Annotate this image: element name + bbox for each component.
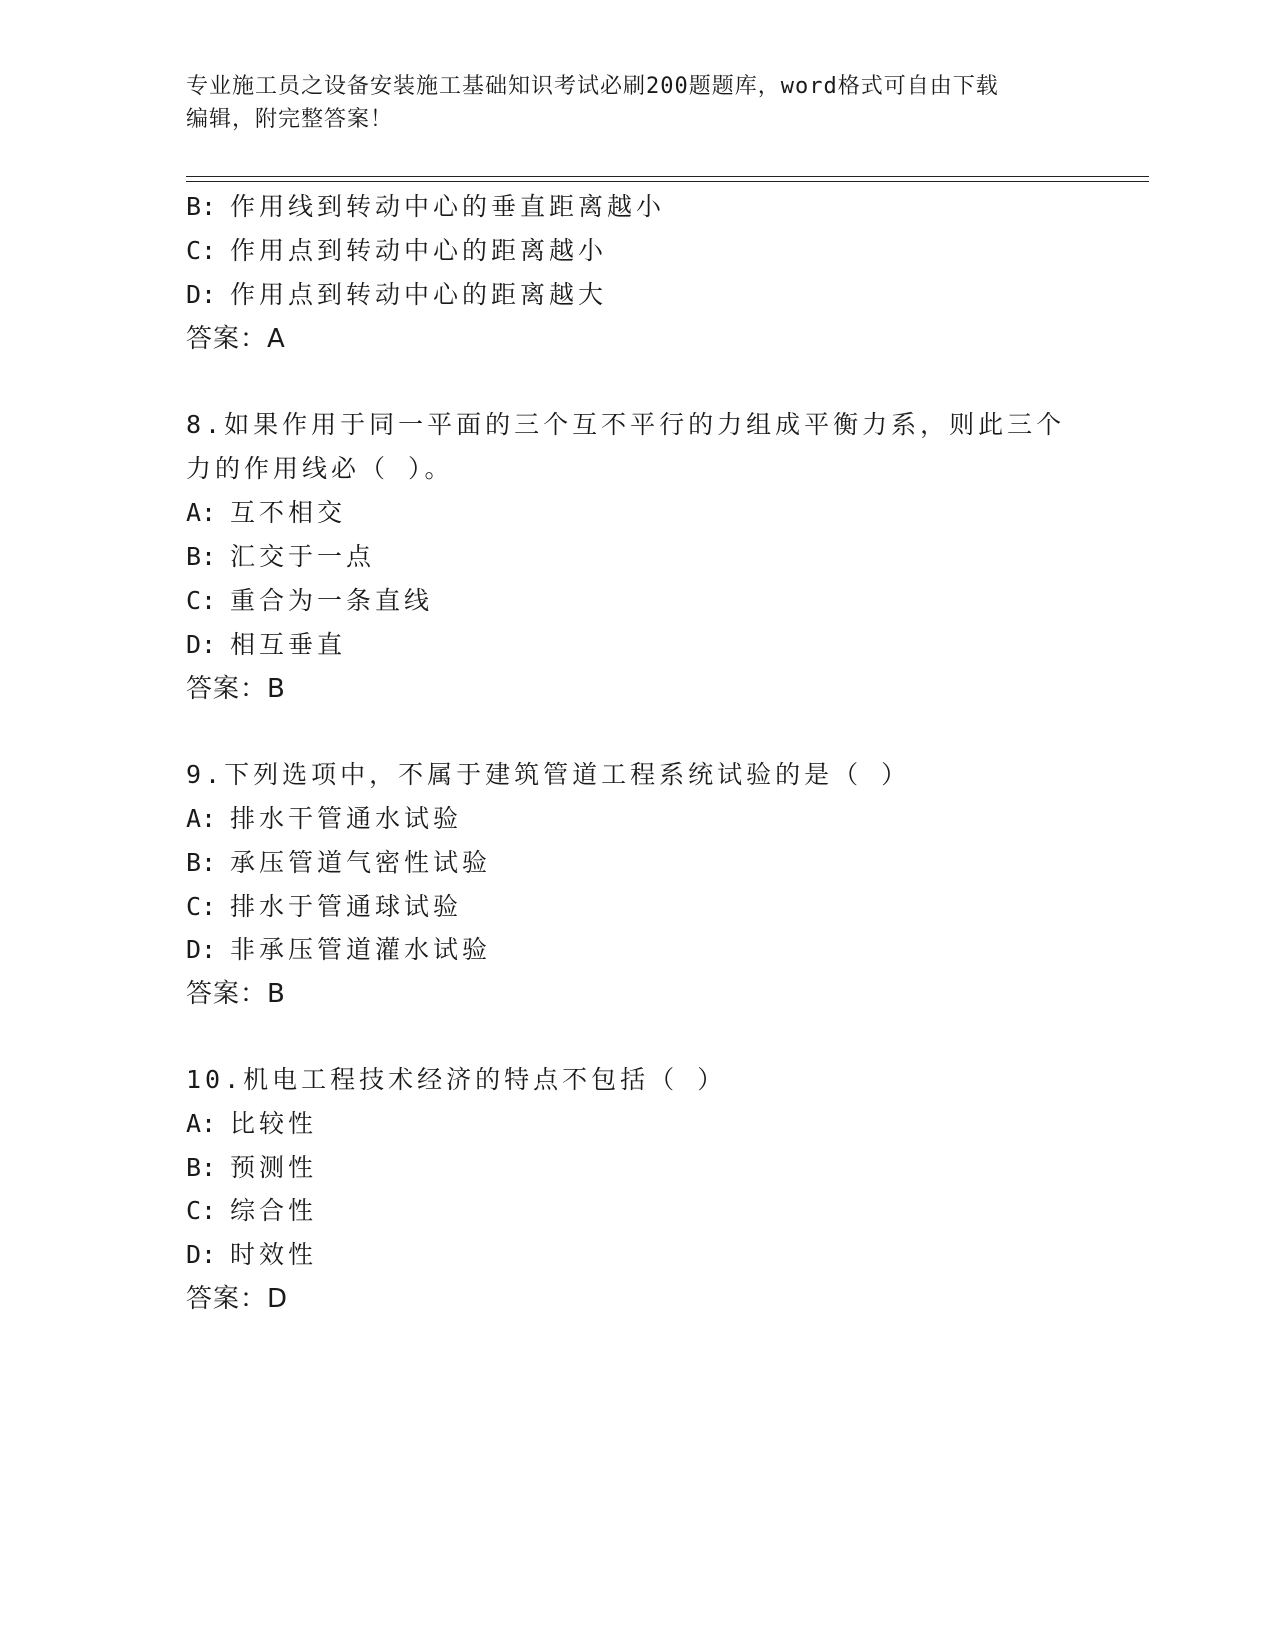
option-letter: D: [186,630,217,659]
option-text: 作用点到转动中心的距离越大 [230,280,608,309]
option-text: 重合为一条直线 [230,586,434,615]
option-letter: C: [186,1196,217,1225]
option-text: 比较性 [230,1109,318,1138]
option-text: 综合性 [230,1196,318,1225]
option-letter: C: [186,892,217,921]
header-divider-bottom [186,181,1149,182]
option-letter: B: [186,192,217,221]
q9-option-d [186,935,491,965]
q10-answer: 答案：D [186,1284,289,1314]
option-text: 排水于管通球试验 [230,892,463,921]
q8-option-a [186,498,346,528]
header-divider-top [186,176,1149,177]
q10-option-a [186,1109,317,1139]
option-text: 互不相交 [230,498,347,527]
option-text: 排水干管通水试验 [230,804,463,833]
option-letter: C: [186,586,217,615]
q10-option-c [186,1196,317,1226]
q8-option-c [186,586,433,616]
q9-stem-line1: 9.下列选项中，不属于建筑管道工程系统试验的是（ ） [186,760,911,789]
q7-option-b [186,192,665,222]
option-text: 预测性 [230,1153,318,1182]
header-title-line1: 专业施工员之设备安装施工基础知识考试必刷200题题库，word格式可自由下载 [186,74,999,99]
option-text: 承压管道气密性试验 [230,848,492,877]
option-text: 汇交于一点 [230,542,376,571]
option-text: 作用点到转动中心的距离越小 [230,236,608,265]
option-letter: B: [186,542,217,571]
option-text: 作用线到转动中心的垂直距离越小 [230,192,666,221]
option-letter: D: [186,1240,217,1269]
option-text: 非承压管道灌水试验 [230,935,492,964]
option-letter: A: [186,804,217,833]
header-title-line2: 编辑，附完整答案！ [186,107,394,132]
option-letter: A: [186,1109,217,1138]
q8-answer: 答案：B [186,674,286,704]
q7-option-d [186,280,607,310]
document-header [186,70,1086,136]
q8-stem-line1: 8.如果作用于同一平面的三个互不平行的力组成平衡力系，则此三个 [186,410,1066,439]
option-letter: B: [186,1153,217,1182]
option-letter: C: [186,236,217,265]
q8-stem-line2: 力的作用线必（ ）。 [186,454,454,483]
option-text: 时效性 [230,1240,318,1269]
q7-option-c [186,236,607,266]
option-text: 相互垂直 [230,630,347,659]
q9-answer: 答案：B [186,979,286,1009]
q10-stem-line1: 10.机电工程技术经济的特点不包括（ ） [186,1065,727,1094]
q9-option-c [186,892,462,922]
q8-option-b [186,542,375,572]
q8-option-d [186,630,346,660]
q9-option-b [186,848,491,878]
q9-option-a [186,804,462,834]
option-letter: D: [186,935,217,964]
q7-answer: 答案：A [186,324,286,354]
option-letter: A: [186,498,217,527]
option-letter: D: [186,280,217,309]
q10-option-b [186,1153,317,1183]
option-letter: B: [186,848,217,877]
q10-option-d [186,1240,317,1270]
